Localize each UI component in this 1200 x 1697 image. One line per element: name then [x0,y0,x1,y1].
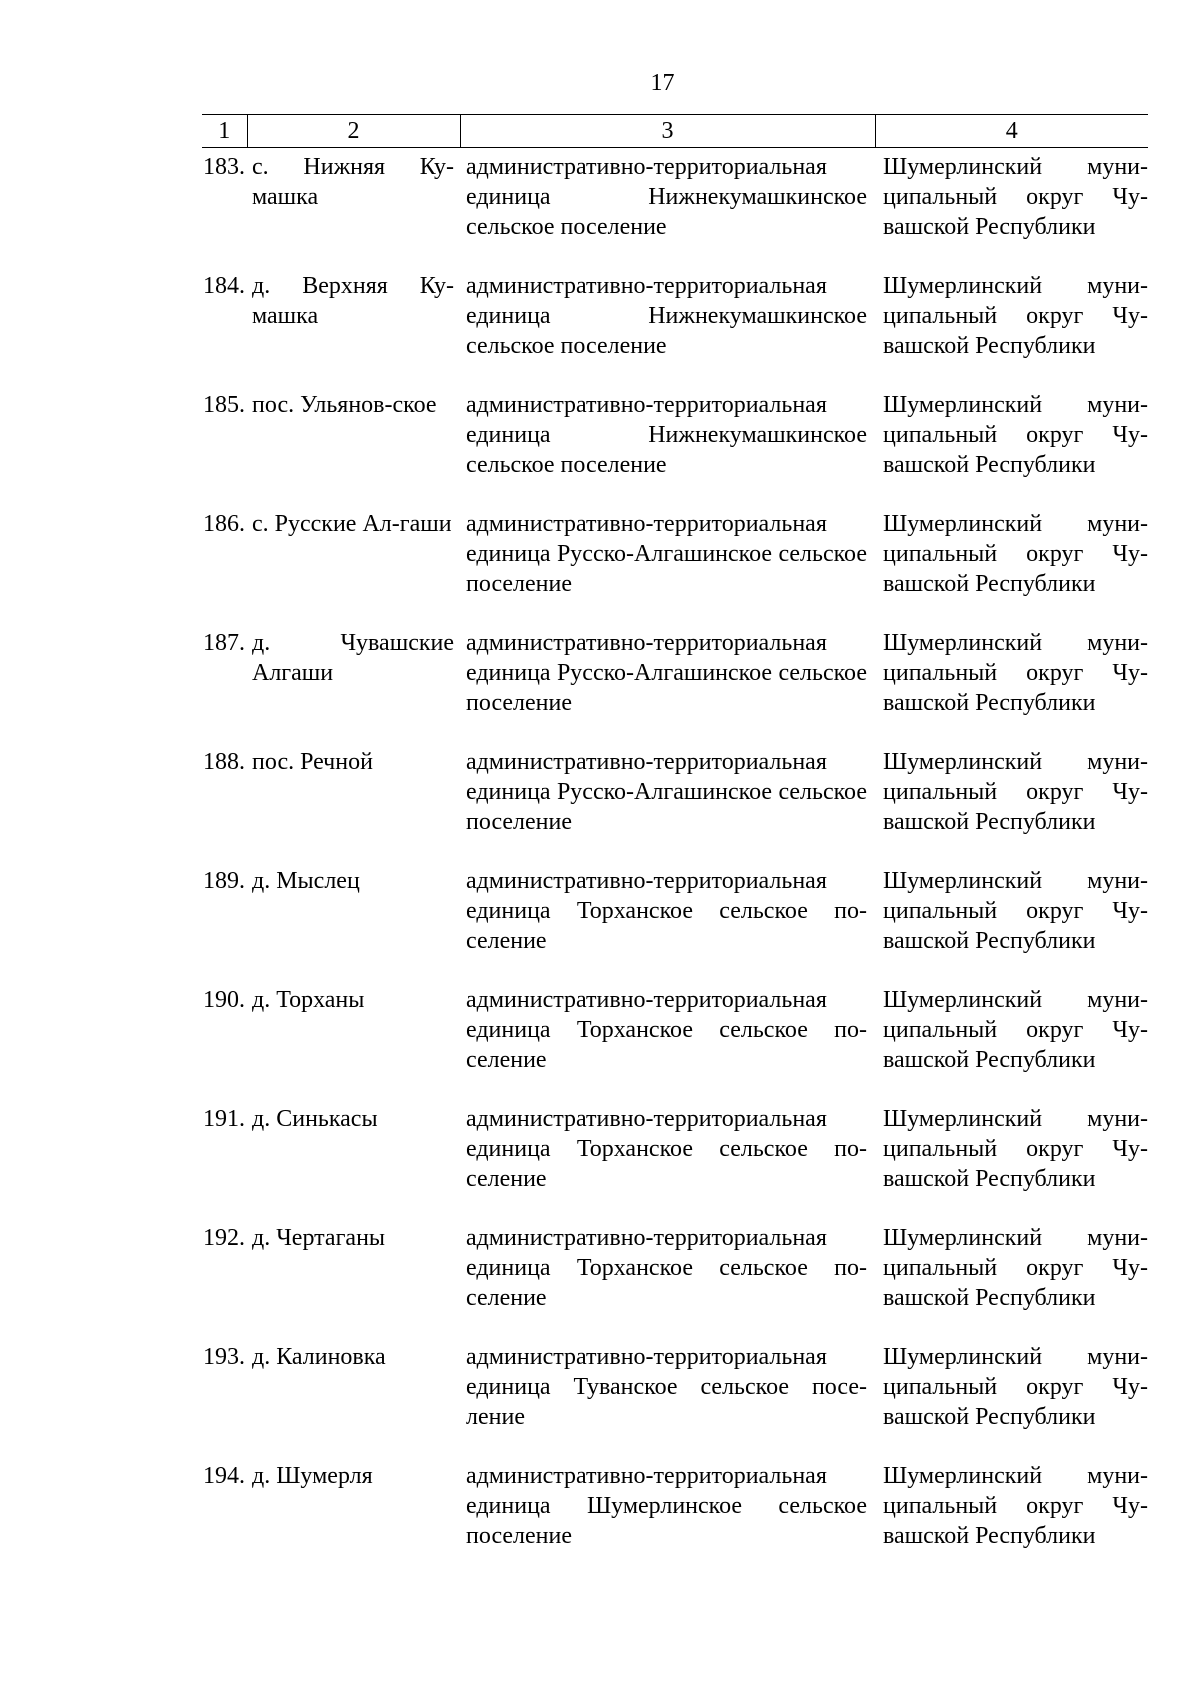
settlement-name: д. Верхняя Ку-машка [252,272,454,329]
settlement-name: д. Синькасы [252,1105,378,1132]
territorial-unit: административно-территориальная единица Торханское сельское по-селение [466,867,867,954]
territorial-unit: административно-территориальная единица Русско-Алгашинское сельское поселение [466,748,867,835]
table-body [202,148,1148,1576]
territorial-unit: административно-территориальная единица Торханское сельское по-селение [466,986,867,1073]
settlement-name: д. Мыслец [252,867,360,894]
row-number: 188. [203,748,245,775]
table-row [202,267,1148,386]
table-row [202,1457,1148,1576]
table-row [202,743,1148,862]
territorial-unit: административно-территориальная единица Русско-Алгашинское сельское поселение [466,629,867,716]
municipal-okrug: Шумерлинский муни-ципальный округ Чу-вашской Республики [883,1343,1148,1430]
municipal-okrug: Шумерлинский муни-ципальный округ Чу-вашской Республики [883,510,1148,597]
territorial-unit: административно-территориальная единица Нижнекумашкинское сельское поселение [466,272,867,359]
municipal-okrug: Шумерлинский муни-ципальный округ Чу-вашской Республики [883,629,1148,716]
municipal-okrug: Шумерлинский муни-ципальный округ Чу-вашской Республики [883,748,1148,835]
territorial-unit: административно-территориальная единица Туванское сельское посе-ление [466,1343,867,1430]
row-number: 184. [203,272,245,299]
table-row [202,1219,1148,1338]
territorial-unit: административно-территориальная единица Торханское сельское по-селение [466,1224,867,1311]
row-number: 183. [203,154,245,180]
settlement-name: с. Нижняя Ку-машка [252,154,454,210]
settlement-name: д. Чертаганы [252,1224,386,1251]
table-row [202,148,1148,267]
row-number: 185. [203,391,245,418]
row-number: 187. [203,629,245,656]
header-col-3: 3 [460,115,875,148]
row-number: 192. [203,1224,245,1251]
table-row [202,1338,1148,1457]
settlement-name: д. Чувашские Алгаши [252,629,454,686]
settlement-name: с. Русские Ал-гаши [252,510,452,537]
municipal-okrug: Шумерлинский муни-ципальный округ Чу-вашской Республики [883,1105,1148,1192]
settlement-name: пос. Ульянов-ское [252,391,437,418]
row-number: 193. [203,1343,245,1370]
settlement-name: д. Торханы [252,986,365,1013]
settlement-name: д. Калиновка [252,1343,386,1370]
row-number: 189. [203,867,245,894]
territorial-unit: административно-территориальная единица Нижнекумашкинское сельское поселение [466,391,867,478]
territorial-unit: административно-территориальная единица Шумерлинское сельское поселение [466,1462,867,1549]
municipal-okrug: Шумерлинский муни-ципальный округ Чу-вашской Республики [883,391,1148,478]
municipal-okrug: Шумерлинский муни-ципальный округ Чу-вашской Республики [883,986,1148,1073]
settlement-name: пос. Речной [252,748,373,775]
territorial-unit: административно-территориальная единица Торханское сельское по-селение [466,1105,867,1192]
header-col-4: 4 [875,115,1148,148]
territorial-unit: административно-территориальная единица Нижнекумашкинское сельское поселение [466,154,867,240]
settlement-name: д. Шумерля [252,1462,373,1489]
table-row [202,505,1148,624]
settlements-table [202,114,1148,1576]
municipal-okrug: Шумерлинский муни-ципальный округ Чу-вашской Республики [883,154,1148,240]
municipal-okrug: Шумерлинский муни-ципальный округ Чу-вашской Республики [883,867,1148,954]
table-row [202,1100,1148,1219]
row-number: 186. [203,510,245,537]
row-number: 190. [203,986,245,1013]
municipal-okrug: Шумерлинский муни-ципальный округ Чу-вашской Республики [883,272,1148,359]
municipal-okrug: Шумерлинский муни-ципальный округ Чу-вашской Республики [883,1224,1148,1311]
table-row [202,862,1148,981]
table-row [202,624,1148,743]
table-header [202,115,1148,148]
header-col-2: 2 [247,115,460,148]
territorial-unit: административно-территориальная единица Русско-Алгашинское сельское поселение [466,510,867,597]
page-number: 17 [650,70,675,96]
row-number: 191. [203,1105,245,1132]
row-number: 194. [203,1462,245,1489]
header-col-1: 1 [202,115,247,148]
table-row [202,386,1148,505]
table-row [202,981,1148,1100]
municipal-okrug: Шумерлинский муни-ципальный округ Чу-вашской Республики [883,1462,1148,1549]
